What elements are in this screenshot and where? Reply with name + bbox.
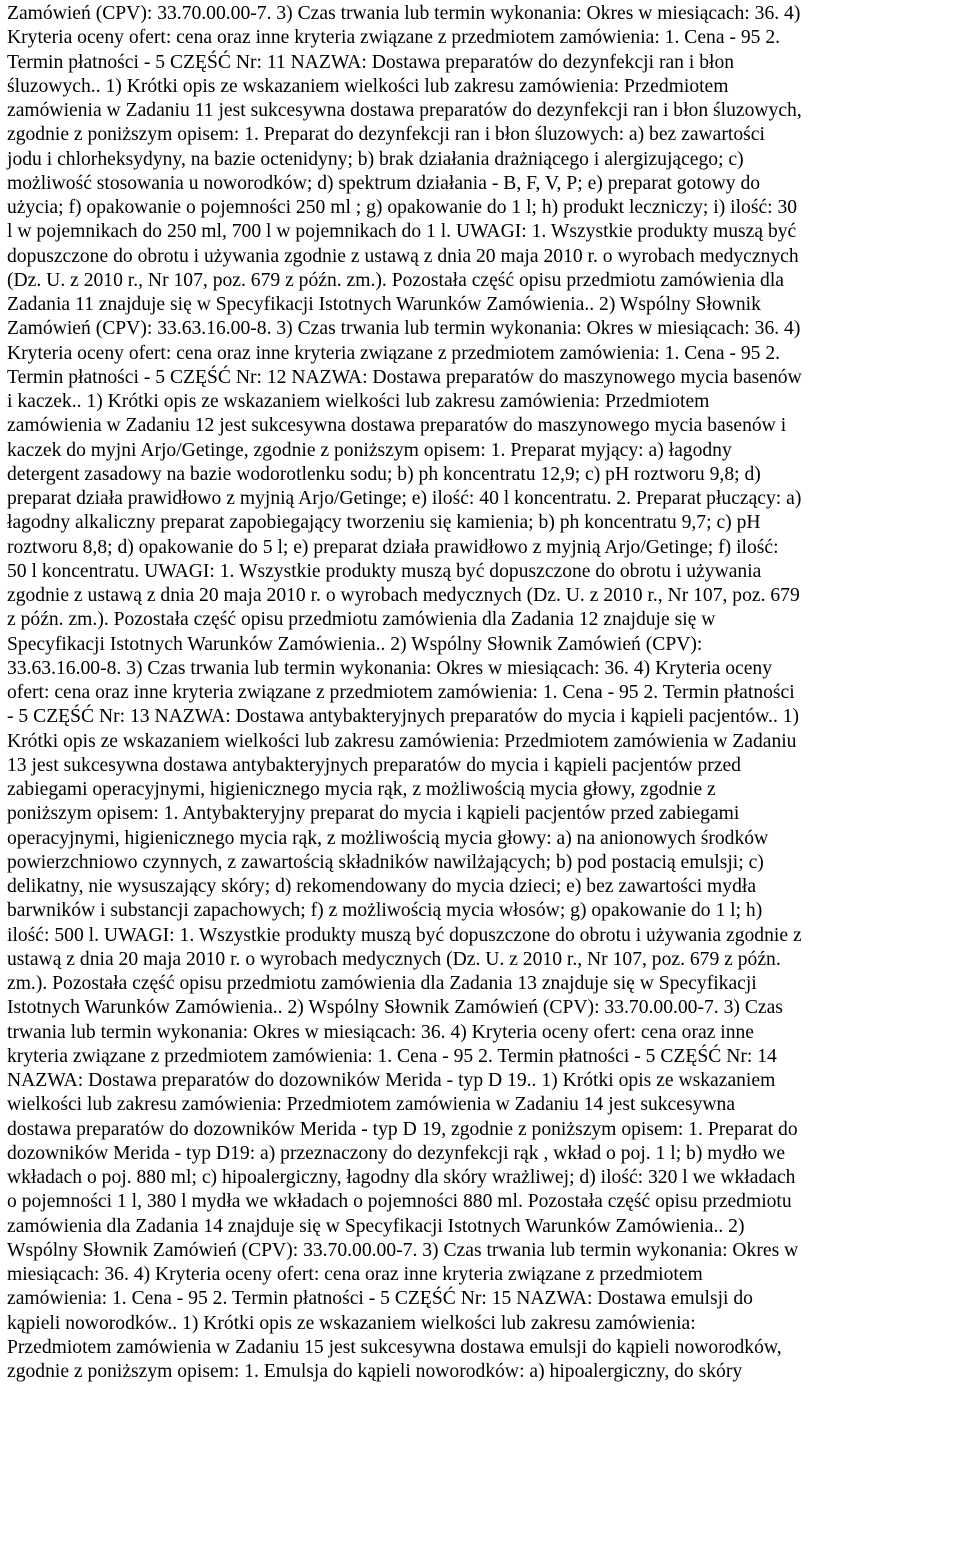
text-line: Termin płatności - 5 CZĘŚĆ Nr: 11 NAZWA: Dostawa preparatów do dezynfekcji ran i błon [7, 51, 735, 73]
text-line: Zadania 11 znajduje się w Specyfikacji Istotnych Warunków Zamówienia.. 2) Wspólny Słownik [7, 294, 761, 315]
text-line: miesiącach: 36. 4) Kryteria oceny ofert: cena oraz inne kryteria związane z przedmiotem [7, 1264, 703, 1285]
text-line: Kryteria oceny ofert: cena oraz inne kryteria związane z przedmiotem zamówienia: 1. Cena - 95 2. [7, 342, 781, 364]
text-line: zgodnie z poniższym opisem: 1. Emulsja do kąpieli noworodków: a) hipoalergiczny, do skóry [7, 1361, 743, 1382]
text-line: śluzowych.. 1) Krótki opis ze wskazaniem wielkości lub zakresu zamówienia: Przedmiotem [7, 75, 729, 97]
text-line: operacyjnymi, higienicznego mycia rąk, z możliwością mycia głowy: a) na anionowych środków [7, 827, 769, 849]
text-line: zamówienia w Zadaniu 12 jest sukcesywna dostawa preparatów do maszynowego mycia basenów i [7, 415, 787, 437]
text-line: Zamówień (CPV): 33.63.16.00-8. 3) Czas trwania lub termin wykonania: Okres w miesiącach: 36. 4) [7, 318, 801, 340]
text-line: zgodnie z ustawą z dnia 20 maja 2010 r. o wyrobach medycznych (Dz. U. z 2010 r., Nr 107, poz. 679 [7, 585, 800, 606]
text-line: wkładach o poj. 880 ml; c) hipoalergiczny, łagodny dla skóry wrażliwej; d) ilość: 320 l we wkładach [7, 1167, 796, 1188]
text-line: barwników i substancji zapachowych; f) z możliwością mycia włosów; g) opakowanie do 1 l; h) [7, 900, 763, 922]
text-line: zgodnie z poniższym opisem: 1. Preparat do dezynfekcji ran i błon śluzowych: a) bez zawartości [7, 124, 765, 146]
text-line: dostawa preparatów do dozowników Merida - typ D 19, zgodnie z poniższym opisem: 1. Preparat do [7, 1118, 798, 1140]
text-line: zamówienia: 1. Cena - 95 2. Termin płatności - 5 CZĘŚĆ Nr: 15 NAZWA: Dostawa emulsji do [7, 1288, 753, 1310]
text-line: delikatny, nie wysuszający skóry; d) rekomendowany do mycia dzieci; e) bez zawartości mydła [7, 876, 757, 897]
text-line: jodu i chlorheksydyny, na bazie octenidyny; b) brak działania drażniącego i alergizującego; c) [7, 148, 744, 170]
text-line: 13 jest sukcesywna dostawa antybakteryjnych preparatów do mycia i kąpieli pacjentów przed [7, 754, 741, 776]
text-line: i kaczek.. 1) Krótki opis ze wskazaniem wielkości lub zakresu zamówienia: Przedmiotem [7, 391, 710, 412]
text-line: 50 l koncentratu. UWAGI: 1. Wszystkie produkty muszą być dopuszczone do obrotu i używania [7, 560, 762, 582]
text-line: możliwość stosowania u noworodków; d) spektrum działania - B, F, V, P; e) preparat gotowy do [7, 172, 761, 194]
text-line: ilość: 500 l. UWAGI: 1. Wszystkie produkty muszą być dopuszczone do obrotu i używania zgodnie z [7, 924, 802, 946]
text-line: 33.63.16.00-8. 3) Czas trwania lub termin wykonania: Okres w miesiącach: 36. 4) Kryteria oceny [7, 657, 773, 679]
text-line: zamówienia dla Zadania 14 znajduje się w Specyfikacji Istotnych Warunków Zamówienia.. 2) [7, 1215, 745, 1237]
text-line: Istotnych Warunków Zamówienia.. 2) Wspólny Słownik Zamówień (CPV): 33.70.00.00-7. 3) Czas [7, 997, 783, 1019]
text-line: poniższym opisem: 1. Antybakteryjny preparat do mycia i kąpieli pacjentów przed zabiegami [7, 803, 740, 825]
text-line: Krótki opis ze wskazaniem wielkości lub zakresu zamówienia: Przedmiotem zamówienia w Zadaniu [7, 730, 797, 752]
text-line: preparat działa prawidłowo z myjnią Arjo/Getinge; e) ilość: 40 l koncentratu. 2. Preparat płuczący: a) [7, 488, 802, 509]
text-line: Wspólny Słownik Zamówień (CPV): 33.70.00.00-7. 3) Czas trwania lub termin wykonania: Okres w [7, 1239, 799, 1261]
text-line: kryteria związane z przedmiotem zamówienia: 1. Cena - 95 2. Termin płatności - 5 CZĘŚĆ Nr: 14 [7, 1045, 777, 1067]
text-line: Kryteria oceny ofert: cena oraz inne kryteria związane z przedmiotem zamówienia: 1. Cena - 95 2. [7, 27, 781, 49]
text-line: Termin płatności - 5 CZĘŚĆ Nr: 12 NAZWA: Dostawa preparatów do maszynowego mycia basenów [7, 366, 802, 388]
text-line: powierzchniowo czynnych, z zawartością składników nawilżających; b) pod postacią emulsji; c) [7, 851, 764, 873]
text-line: ofert: cena oraz inne kryteria związane z przedmiotem zamówienia: 1. Cena - 95 2. Termin płatności [7, 682, 795, 703]
text-line: zm.). Pozostała część opisu przedmiotu zamówienia dla Zadania 13 znajduje się w Specyfikacji [7, 973, 757, 994]
text-line: detergent zasadowy na bazie wodorotlenku sodu; b) ph koncentratu 12,9; c) pH roztworu 9,8; d) [7, 463, 761, 485]
text-line: Specyfikacji Istotnych Warunków Zamówienia.. 2) Wspólny Słownik Zamówień (CPV): [7, 633, 703, 655]
text-line: zamówienia w Zadaniu 11 jest sukcesywna dostawa preparatów do dezynfekcji ran i błon śluzowych, [7, 100, 802, 121]
text-line: Zamówień (CPV): 33.70.00.00-7. 3) Czas trwania lub termin wykonania: Okres w miesiącach: 36. 4) [7, 3, 801, 24]
text-line: (Dz. U. z 2010 r., Nr 107, poz. 679 z późn. zm.). Pozostała część opisu przedmiotu zamówienia dla [7, 269, 784, 291]
text-line: Przedmiotem zamówienia w Zadaniu 15 jest sukcesywna dostawa emulsji do kąpieli noworodków, [7, 1336, 782, 1358]
text-line: l w pojemnikach do 250 ml, 700 l w pojemnikach do 1 l. UWAGI: 1. Wszystkie produkty muszą być [7, 221, 797, 243]
text-line: dopuszczone do obrotu i używania zgodnie z ustawą z dnia 20 maja 2010 r. o wyrobach medycznych [7, 245, 799, 267]
text-line: z późn. zm.). Pozostała część opisu przedmiotu zamówienia dla Zadania 12 znajduje się w [7, 609, 716, 631]
text-line: o pojemności 1 l, 380 l mydła we wkładach o pojemności 880 ml. Pozostała część opisu przedmiotu [7, 1191, 792, 1213]
text-line: kaczek do myjni Arjo/Getinge, zgodnie z poniższym opisem: 1. Preparat myjący: a) łagodny [7, 439, 732, 461]
text-line: roztworu 8,8; d) opakowanie do 5 l; e) preparat działa prawidłowo z myjnią Arjo/Getinge; f) ilość: [7, 536, 779, 558]
text-line: kąpieli noworodków.. 1) Krótki opis ze wskazaniem wielkości lub zakresu zamówienia: [7, 1312, 696, 1334]
text-line: użycia; f) opakowanie o pojemności 250 ml ; g) opakowanie do 1 l; h) produkt leczniczy; i) ilość: 30 [7, 197, 798, 218]
text-line: trwania lub termin wykonania: Okres w miesiącach: 36. 4) Kryteria oceny ofert: cena oraz inne [7, 1021, 754, 1043]
text-line: dozowników Merida - typ D19: a) przeznaczony do dezynfekcji rąk , wkład o poj. 1 l; b) mydło we [7, 1142, 786, 1164]
text-line: NAZWA: Dostawa preparatów do dozowników Merida - typ D 19.. 1) Krótki opis ze wskazaniem [7, 1070, 776, 1091]
text-line: - 5 CZĘŚĆ Nr: 13 NAZWA: Dostawa antybakteryjnych preparatów do mycia i kąpieli pacjentów.. 1) [7, 706, 800, 728]
text-line: łagodny alkaliczny preparat zapobiegający tworzeniu się kamienia; b) ph koncentratu 9,7; c) pH [7, 512, 761, 534]
text-line: wielkości lub zakresu zamówienia: Przedmiotem zamówienia w Zadaniu 14 jest sukcesywna [7, 1094, 736, 1116]
text-line: ustawą z dnia 20 maja 2010 r. o wyrobach medycznych (Dz. U. z 2010 r., Nr 107, poz. 679 z późn. [7, 948, 781, 970]
text-line: zabiegami operacyjnymi, higienicznego mycia rąk, z możliwością mycia głowy, zgodnie z [7, 779, 716, 800]
